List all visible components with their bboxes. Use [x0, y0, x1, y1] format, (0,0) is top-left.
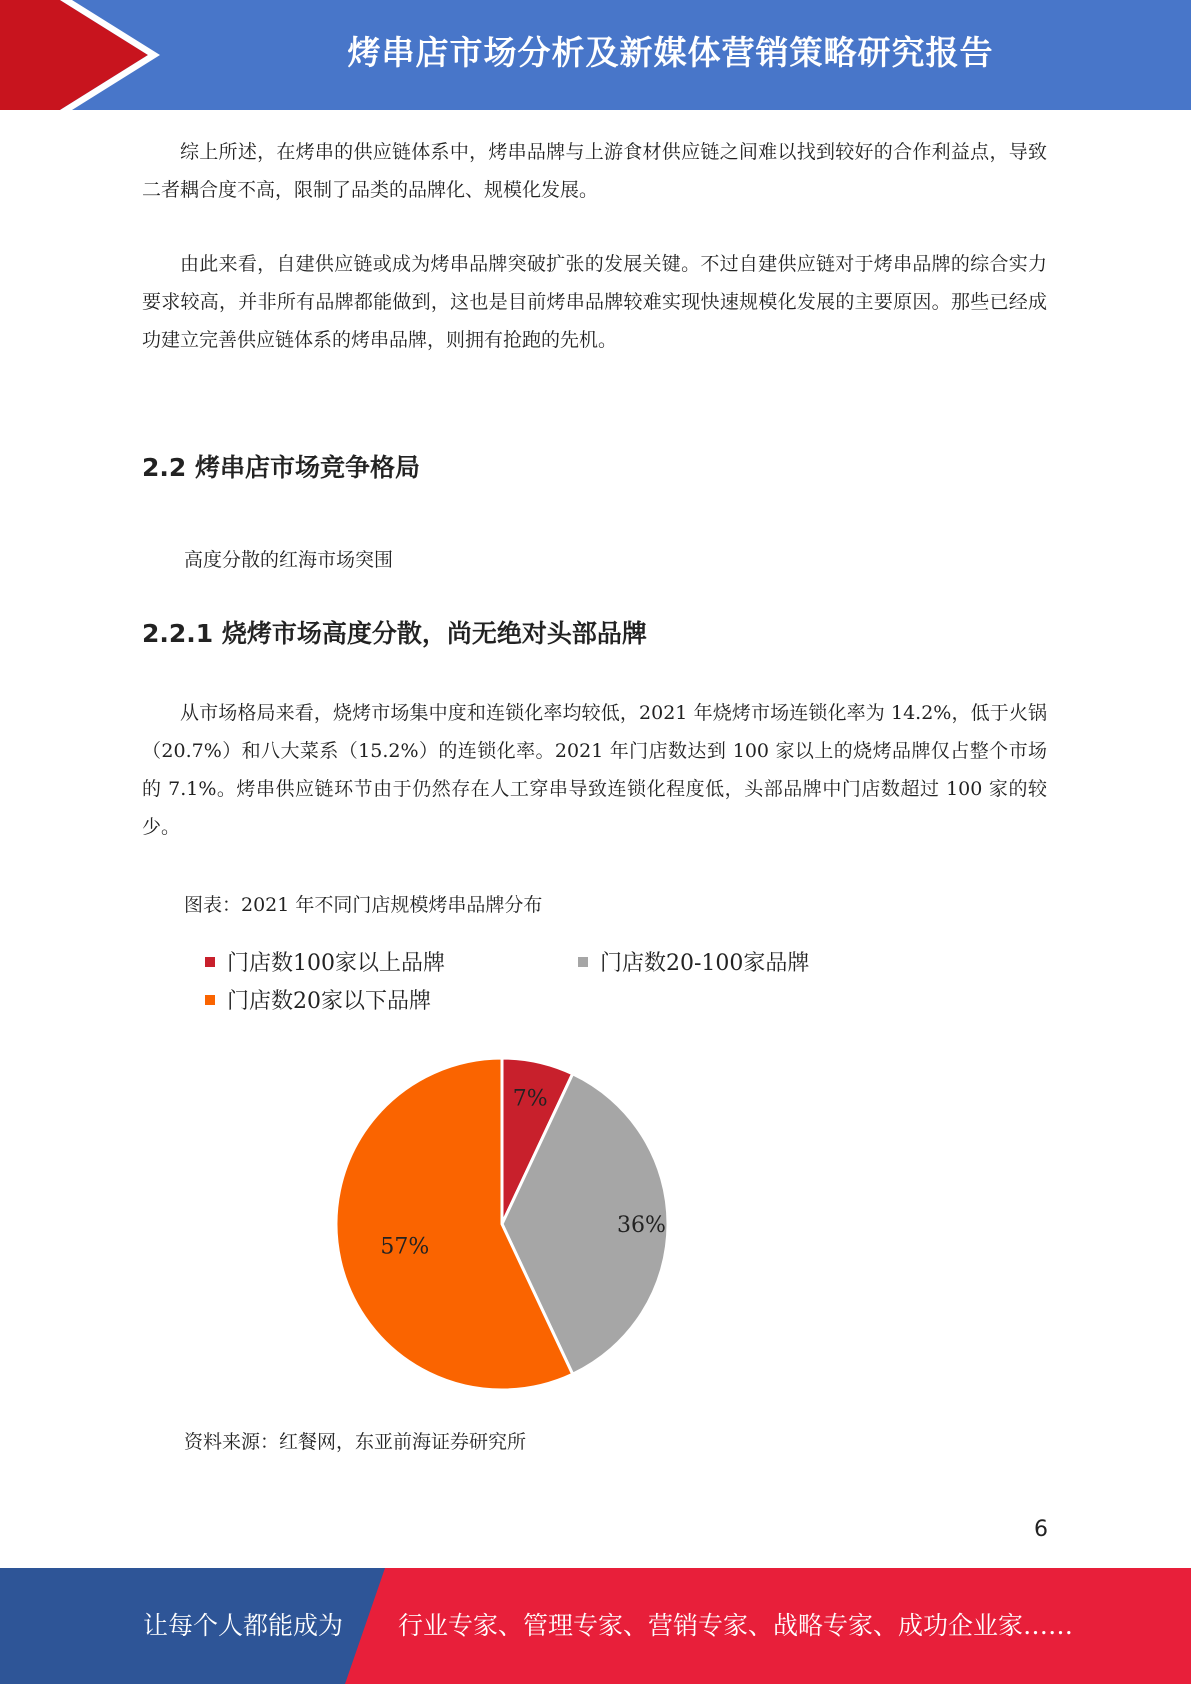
section-heading-2-2-1: 2.2.1 烧烤市场高度分散，尚无绝对头部品牌 — [142, 619, 647, 648]
legend-item-under-20 — [205, 984, 431, 1015]
legend-swatch — [578, 957, 588, 967]
legend-label: 门店数100家以上品牌 — [227, 951, 445, 976]
section-subtitle: 高度分散的红海市场突围 — [184, 549, 394, 571]
legend-item-100-plus — [205, 946, 445, 977]
paragraph-market-structure: 从市场格局来看，烧烤市场集中度和连锁化率均较低，2021 年烧烤市场连锁化率为 14.2%，低于火锅（20.7%）和八大菜系（15.2%）的连锁化率。2021 年门店数达到 100 家以上的烧烤品牌仅占整个市场的 7.1%。烤串供应链环节由于仍然存在人工穿串导致连锁化程度低，头部品牌中门店数超过 100 家的较少。 — [142, 702, 1047, 838]
legend-swatch — [205, 995, 215, 1005]
header-title: 烤串店市场分析及新媒体营销策略研究报告 — [347, 33, 994, 72]
page-number: 6 — [1034, 1517, 1048, 1542]
legend-item-20-100 — [578, 946, 809, 977]
footer-slogan-right: 行业专家、管理专家、营销专家、战略专家、成功企业家…… — [398, 1611, 1074, 1640]
pie-chart — [322, 1044, 682, 1404]
paragraph-self-built-supply-chain: 由此来看，自建供应链或成为烤串品牌突破扩张的发展关键。不过自建供应链对于烤串品牌的综合实力要求较高，并非所有品牌都能做到，这也是目前烤串品牌较难实现快速规模化发展的主要原因。那些已经成功建立完善供应链体系的烤串品牌，则拥有抢跑的先机。 — [142, 253, 1047, 351]
legend-swatch — [205, 957, 215, 967]
pie-label-100-plus: 7% — [512, 1086, 548, 1112]
page-header — [0, 0, 1191, 110]
legend-label: 门店数20家以下品牌 — [227, 989, 431, 1014]
page-footer — [0, 1568, 1191, 1684]
footer-slogan-left: 让每个人都能成为 — [143, 1611, 344, 1640]
pie-label-20-100: 36% — [616, 1213, 666, 1238]
header-arrow-graphic — [0, 0, 160, 110]
legend-label: 门店数20-100家品牌 — [600, 951, 810, 976]
figure-caption: 图表：2021 年不同门店规模烤串品牌分布 — [184, 894, 543, 916]
paragraph-supply-chain-summary: 综上所述，在烤串的供应链体系中，烤串品牌与上游食材供应链之间难以找到较好的合作利益点，导致二者耦合度不高，限制了品类的品牌化、规模化发展。 — [142, 141, 1047, 201]
figure-source: 资料来源：红餐网，东亚前海证券研究所 — [184, 1431, 527, 1453]
pie-label-under-20: 57% — [380, 1234, 430, 1260]
section-heading-2-2: 2.2 烤串店市场竞争格局 — [142, 453, 420, 482]
